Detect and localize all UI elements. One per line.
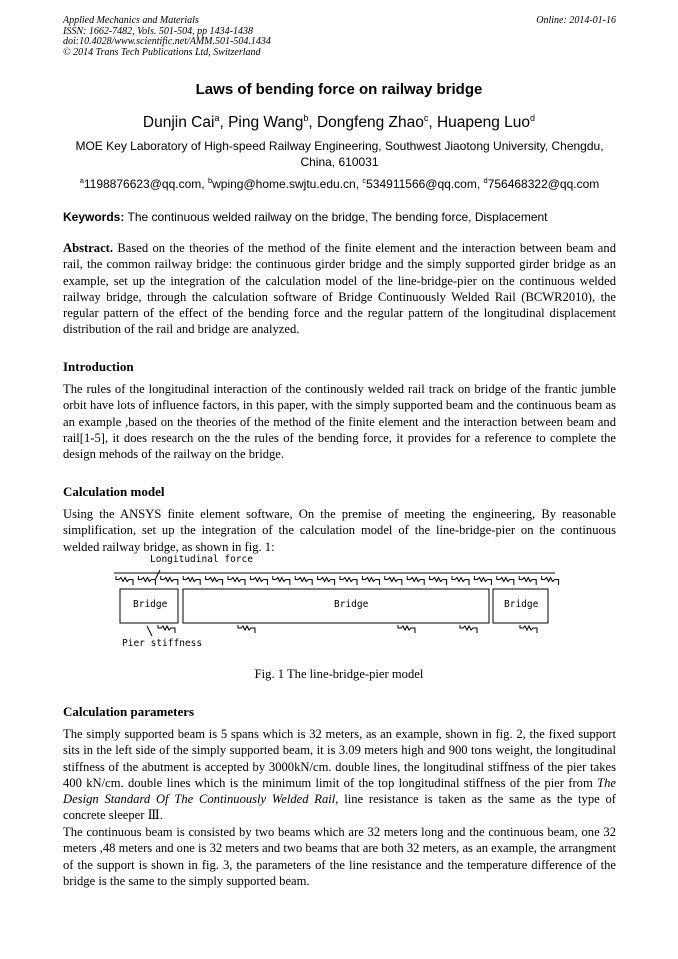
rail-spring [318, 576, 335, 585]
rail-spring [407, 576, 424, 585]
journal-name: Applied Mechanics and Materials [63, 15, 199, 26]
email-sup: b [207, 176, 213, 185]
section-heading-calculation-parameters: Calculation parameters [63, 704, 195, 719]
section-heading-calculation-model: Calculation model [63, 484, 165, 499]
pier-leader-line [147, 626, 152, 636]
params-text-a: The simply supported beam is 5 spans which is 32 meters, as an example, shown in fig. 2, the fixed support sits in the left side of the simply supported beam, it is 3.09 meters high and 900 tons weight, the longitudinal stiffness of the abutment is accepted by 3000kN/cm. double lines, the longitudinal stiffness of the pier takes 400 kN/cm. double lines which is the minimum limit of the top longitudinal stiffness of the pier from [63, 727, 616, 790]
rail-spring [430, 576, 447, 585]
pier-stiffness-label: Pier stiffness [122, 638, 203, 649]
rail-spring [474, 576, 491, 585]
calculation-parameters-text [63, 726, 616, 824]
keywords [63, 210, 616, 224]
abstract-label: Abstract. [63, 241, 114, 255]
email-sup: d [483, 176, 488, 185]
rail-spring [497, 576, 514, 585]
email-sup: c [362, 176, 367, 185]
email-address: 534911566@qq.com [366, 177, 477, 191]
bridge-right-label: Bridge [504, 599, 539, 610]
author-sup: d [530, 113, 536, 123]
rail-spring [206, 576, 223, 585]
introduction-text: The rules of the longitudinal interaction of the continously welded rail track on bridge of the frantic jumble orbit have lots of influence factors, in this paper, with the simply supported beam and the continuous beam as an example ,based on the theories of the method of the finite element and the interaction between beam and rail[1-5], it does research on the the rules of the bending force, it provides for a reference to complete the design mehods of the railway on the bridge. [63, 382, 616, 462]
author-name: Huapeng Luo [436, 114, 531, 132]
params-text-b: , line resistance is taken as the same as the type of concrete sleeper Ⅲ. [63, 792, 616, 823]
params-text-italic: The Design Standard Of The Continuously Welded Rail [63, 775, 616, 807]
abstract [63, 240, 616, 338]
author-sup: a [214, 113, 220, 123]
rail-spring [362, 576, 379, 585]
pier-spring [520, 625, 537, 633]
author-sup: b [303, 113, 309, 123]
rail-spring [385, 576, 402, 585]
calculation-model-text: Using the ANSYS finite element software, On the premise of meeting the engineering, By reasonable simplification, set up the integration of the calculation model of the line-bridge-pier on the continuous welded railway bridge, as shown in fig. 1: [63, 507, 616, 554]
calculation-parameters-text-2: The continuous beam is consisted by two beams which are 32 meters long and the continuous beam, one 32 meters ,48 meters and one is 32 meters and two beams that are both 32 meters, as an example, the arrangment of the support is shown in fig. 3, the parameters of the line resistance and the temperature difference of the bridge is the same to the simply supported beam. [63, 825, 616, 888]
figure-caption: Fig. 1 The line-bridge-pier model [254, 667, 424, 681]
pier-spring [460, 625, 477, 633]
rail-spring [340, 576, 357, 585]
doi-line: doi:10.4028/www.scientific.net/AMM.501-504.1434 [63, 36, 271, 48]
affiliation: MOE Key Laboratory of High-speed Railway Engineering, Southwest Jiaotong University, Chengdu, China, 610031 [75, 139, 604, 169]
author-name: Ping Wang [228, 114, 304, 132]
rail-spring [116, 576, 133, 585]
email-list: $^a$1198876623@qq.com, $^b$wping@home.swjtu.edu.cn, $^c$534911566@qq.com, $^d$756468322@qq.com [79, 176, 600, 191]
author-list: Dunjin Cai$^a$, Ping Wang$^b$, Dongfeng Zhao$^c$, Huapeng Luo$^d$ [142, 113, 536, 132]
author-sup: c [423, 113, 429, 123]
online-date: Online: 2014-01-16 [536, 15, 616, 26]
email-address: 1198876623@qq.com [83, 177, 202, 191]
rail-spring [183, 576, 200, 585]
pier-spring [398, 625, 415, 633]
paper-title: Laws of bending force on railway bridge [195, 81, 483, 98]
pier-spring [158, 625, 175, 633]
rail-spring [228, 576, 245, 585]
copyright-line: © 2014 Trans Tech Publications Ltd, Switzerland [63, 46, 261, 58]
author-name: Dongfeng Zhao [316, 114, 424, 132]
bridge-left-label: Bridge [133, 599, 168, 610]
keywords-label: Keywords: [63, 210, 125, 224]
pier-spring [238, 625, 255, 633]
keywords-text: The continuous welded railway on the bridge, The bending force, Displacement [127, 210, 548, 224]
author-name: Dunjin Cai [142, 114, 215, 132]
rail-spring [452, 576, 469, 585]
force-leader-line [155, 570, 160, 580]
rail-spring [519, 576, 536, 585]
line-resistance-springs [116, 576, 559, 585]
email-sup: a [79, 176, 84, 185]
journal-header [63, 16, 616, 58]
rail-spring [295, 576, 312, 585]
rail-spring [250, 576, 267, 585]
email-address: 756468322@qq.com [487, 177, 600, 191]
rail-spring [161, 576, 178, 585]
rail-spring [138, 576, 155, 585]
section-heading-introduction: Introduction [63, 359, 134, 374]
rail-spring [273, 576, 290, 585]
line-bridge-pier-figure [100, 552, 570, 654]
abstract-text: Based on the theories of the method of the finite element and the interaction between beam and rail, the common railway bridge: the continuous girder bridge and the simply supported girder bridge as an example, set up the integration of the calculation model of the line-bridge-pier on the continuous welded railway bridge, through the calculation software of Bridge Continuously Welded Rail (BCWR2010), the regular pattern of the effect of the bending force and the regular pattern of the longitudinal displacement distribution of the rail and bridge are analyzed. [63, 241, 616, 337]
issn-line: ISSN: 1662-7482, Vols. 501-504, pp 1434-1438 [63, 25, 253, 37]
email-address: wping@home.swjtu.edu.cn [212, 177, 356, 191]
bridge-center-label: Bridge [334, 599, 369, 610]
longitudinal-force-label: Longitudinal force [150, 554, 253, 565]
rail-spring [542, 576, 559, 585]
pier-stiffness-springs [158, 625, 537, 633]
